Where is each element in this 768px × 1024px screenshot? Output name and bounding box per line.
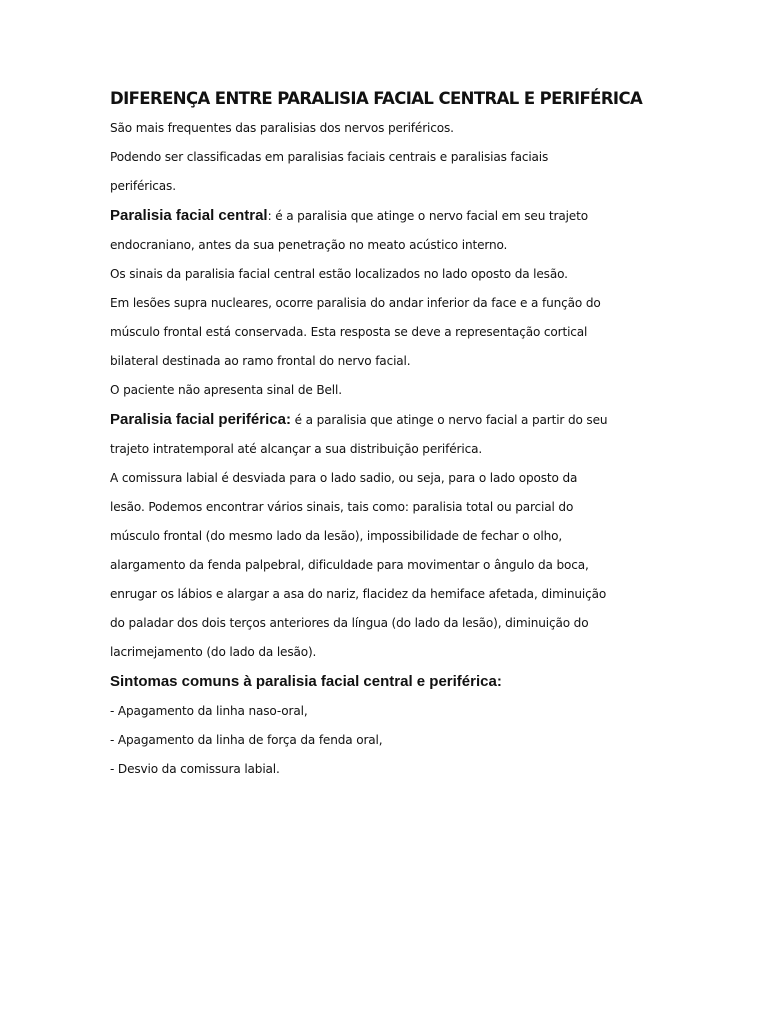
central-heading-suffix: : é a paralisia que atinge o nervo facial em seu trajeto — [267, 209, 588, 223]
symptoms-heading: Sintomas comuns à paralisia facial central e periférica: — [110, 673, 502, 690]
intro-line: periféricas. — [110, 179, 176, 193]
symptom-item: - Desvio da comissura labial. — [110, 762, 280, 776]
symptom-item: - Apagamento da linha de força da fenda oral, — [110, 733, 383, 747]
symptoms-heading-line — [110, 667, 640, 697]
peripheral-line: enrugar os lábios e alargar a asa do nariz, flacidez da hemiface afetada, diminuição — [110, 587, 607, 601]
peripheral-heading-line — [110, 405, 640, 435]
symptom-item: - Apagamento da linha naso-oral, — [110, 704, 308, 718]
peripheral-line: lacrimejamento (do lado da lesão). — [110, 645, 317, 659]
central-line: O paciente não apresenta sinal de Bell. — [110, 383, 342, 397]
peripheral-line: músculo frontal (do mesmo lado da lesão), impossibilidade de fechar o olho, — [110, 529, 563, 543]
peripheral-heading-suffix: é a paralisia que atinge o nervo facial a partir do seu — [290, 413, 608, 427]
central-heading-line — [110, 201, 640, 231]
peripheral-line: do paladar dos dois terços anteriores da língua (do lado da lesão), diminuição do — [110, 616, 589, 630]
central-line: Os sinais da paralisia facial central estão localizados no lado oposto da lesão. — [110, 267, 568, 281]
peripheral-heading: Paralisia facial periférica: — [110, 411, 291, 428]
document-page — [110, 84, 643, 784]
document-title: DIFERENÇA ENTRE PARALISIA FACIAL CENTRAL E PERIFÉRICA — [110, 89, 643, 108]
peripheral-line: trajeto intratemporal até alcançar a sua distribuição periférica. — [110, 442, 483, 456]
central-line: endocraniano, antes da sua penetração no meato acústico interno. — [110, 238, 508, 252]
central-line: Em lesões supra nucleares, ocorre paralisia do andar inferior da face e a função do — [110, 296, 601, 310]
central-line: bilateral destinada ao ramo frontal do nervo facial. — [110, 354, 411, 368]
central-line: músculo frontal está conservada. Esta resposta se deve a representação cortical — [110, 325, 588, 339]
peripheral-line: lesão. Podemos encontrar vários sinais, tais como: paralisia total ou parcial do — [110, 500, 574, 514]
peripheral-line: alargamento da fenda palpebral, dificuldade para movimentar o ângulo da boca, — [110, 558, 589, 572]
peripheral-line: A comissura labial é desviada para o lado sadio, ou seja, para o lado oposto da — [110, 471, 578, 485]
intro-line: Podendo ser classificadas em paralisias faciais centrais e paralisias faciais — [110, 150, 549, 164]
central-heading: Paralisia facial central — [110, 207, 268, 224]
intro-line: São mais frequentes das paralisias dos nervos periféricos. — [110, 121, 454, 135]
